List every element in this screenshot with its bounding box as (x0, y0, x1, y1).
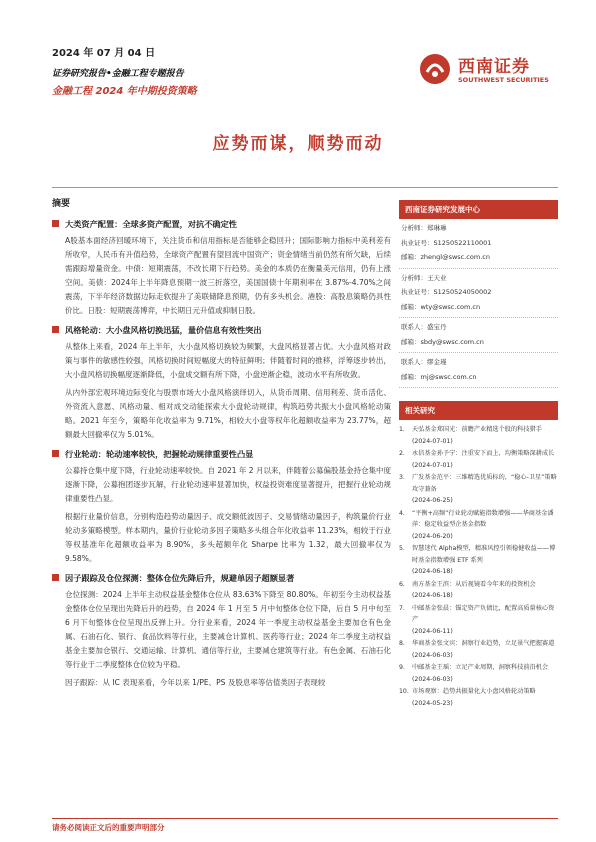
page-title: 应势而谋，顺势而动 (212, 134, 384, 154)
footer-divider (52, 818, 558, 819)
analyst-info-line: 执业证号：S1250524050002 (401, 288, 492, 296)
related-research-item[interactable] (399, 472, 558, 507)
square-bullet-icon (52, 450, 59, 457)
related-item-title: 天弘基金郑国光：前瞻产业精选个股的科技猎手 (412, 426, 542, 433)
related-item-date: (2024-06-03) (412, 675, 453, 683)
related-item-number: 4. (399, 509, 405, 517)
section-heading (52, 218, 391, 230)
related-research-item[interactable] (399, 638, 558, 661)
research-center-header: 西南证券研究发展中心 (399, 200, 558, 219)
section-heading (52, 448, 391, 460)
analyst-info-line: 分析师：郑琳琳 (401, 224, 447, 232)
square-bullet-icon (52, 574, 59, 581)
related-item-title: 南方基金王滨：从后视镜看今年来的投资机会 (412, 580, 536, 588)
section-heading (52, 572, 391, 584)
related-item-date: (2024-06-03) (412, 651, 453, 659)
analyst-list (399, 219, 558, 388)
related-item-number: 8. (399, 640, 405, 647)
related-research-item[interactable] (399, 424, 558, 447)
analyst-info-line: 邮箱：wty@swsc.com.cn (401, 302, 481, 311)
logo-name-en: SOUTHWEST SECURITIES (458, 76, 549, 84)
report-series: 证券研究报告•金融工程专题报告 (52, 69, 184, 79)
related-item-number: 6. (399, 580, 405, 588)
related-item-number: 1. (399, 426, 405, 433)
related-item-body (412, 424, 558, 447)
abstract-section (52, 572, 391, 690)
section-paragraph: 仓位探测：2024 上半年主动权益基金整体仓位从 83.63%下降至 80.80%。年初至今主动权益基金整体仓位呈现出先降后升的趋势，自 2024 年 1 月至 5 月中旬整体仓位下降，后自 5 月中旬至 6 月下旬整体仓位呈现出反弹上升。分行业来看，2024 年一季度主动权益基金主要加仓有色金属、石油石化、银行、食品饮料等行业，主要减仓计算机、医药等行业；2024 年二季度主动权益基金主要加仓银行、交通运输、计算机、通信等行业，主要减仓建筑等行业。有色金属、石油石化等行业于二季度整体仓位较为平稳。 (65, 590, 391, 669)
square-bullet-icon (52, 220, 59, 227)
report-subseries: 金融工程 2024 年中期投资策略 (52, 86, 197, 97)
related-item-title: 永信基金孙予宁：注重安下而上，均衡策略深耕成长 (412, 450, 555, 457)
related-item-title: 智慧迷代 Alpha模型，精准风控引领稳健收益——博时基金指数增强 ETF 系列 (412, 545, 556, 564)
related-item-number: 5. (399, 545, 405, 552)
analyst-card (399, 219, 558, 269)
analyst-info-line: 分析师：王天业 (401, 273, 447, 282)
related-item-title: 华商基金张文宾：洞察行业趋势，立足景气把握赛道 (412, 640, 555, 647)
section-paragraph: 从内外部宏观环境边际变化与股票市场大小盘风格演绎切入，从货币周期、信用利差、货币活化、外资流入意愿、风格动量、相对成交动能探索大小盘轮动规律，构筑趋势共振大小盘风格轮动策略。2021 年至今，策略年化收益率为 9.71%，相较大小盘等权年化超额收益率为 23.77%，超额最大回撤率仅为 5.01%。 (65, 388, 391, 439)
related-item-body (412, 686, 558, 709)
abstract-section (52, 448, 391, 566)
divider (52, 187, 558, 188)
related-item-date: (2024-06-18) (412, 568, 453, 575)
related-research-item[interactable] (399, 543, 558, 578)
abstract-section (52, 324, 391, 442)
related-item-title: 中邮基金王瑶：立足产业周期，洞察科技前沿机会 (412, 664, 549, 671)
related-item-date: (2024-07-01) (412, 461, 453, 469)
abstract-label: 摘要 (52, 199, 71, 209)
square-bullet-icon (52, 326, 59, 333)
related-item-date: (2024-06-18) (412, 592, 453, 599)
related-item-title: 中邮基金张晨：锚定资产负债比，配置高质量核心资产 (412, 604, 555, 623)
related-item-body (412, 579, 558, 602)
related-item-number: 7. (399, 604, 405, 612)
analyst-info-line: 联系人：盛宝丹 (401, 323, 447, 331)
analyst-info-line: 邮箱：mj@swsc.com.cn (401, 372, 477, 381)
related-research-item[interactable] (399, 508, 558, 543)
analyst-info-line: 邮箱：zhengl@swsc.com.cn (401, 253, 490, 261)
analyst-info-line: 邮箱：sbdy@swsc.com.cn (401, 337, 484, 346)
abstract-body (52, 212, 391, 690)
related-research-item[interactable] (399, 579, 558, 602)
related-item-date: (2024-06-20) (412, 532, 453, 540)
related-item-date: (2024-07-01) (412, 437, 453, 445)
section-paragraph: 从整体上来看，2024 年上半年，大小盘风格切换较为频繁，大盘风格显著占优。大小盘风格对政策与事件的敏感性较强，风格切换时间短幅度大的特征鲜明；伴随着时间的推移，浮筹逐步转出，大小盘风格切换幅度逐渐降低，小盘成交额有所下降，小盘逆渐企稳，波动水平有所收敛。 (65, 342, 391, 379)
related-item-body (412, 448, 558, 471)
related-item-body (412, 638, 558, 661)
section-paragraph: 公募持仓集中度下降，行业轮动速率较快。自 2021 年 2 月以来，伴随着公募偏股基金持仓集中度逐渐下降，公募抱团逐步瓦解，行业轮动速率显著加快，权益投资难度显著提升，把握行业轮动规律重要性凸显。 (65, 466, 391, 503)
related-research-item[interactable] (399, 603, 558, 638)
company-logo (418, 48, 558, 94)
related-item-number: 3. (399, 474, 405, 481)
section-heading-text: 因子跟踪及仓位探测：整体仓位先降后升，规避单因子超额显著 (65, 573, 295, 583)
related-research-item[interactable] (399, 448, 558, 471)
section-heading-text: 行业轮动：轮动速率较快，把握轮动规律重要性凸显 (65, 449, 254, 459)
related-item-title: 广发基金范平：三维精选优质标的，“稳心-卫星”策略攻守兼备 (412, 474, 557, 493)
footer-disclaimer: 请务必阅读正文后的重要声明部分 (52, 823, 165, 832)
related-item-body (412, 508, 558, 543)
report-date: 2024 年 07 月 04 日 (52, 48, 156, 59)
related-item-body (412, 662, 558, 685)
section-paragraph: 因子跟踪：从 IC 表现来看，今年以来 1/PE、PS 及股息率等估值类因子表现较 (65, 678, 326, 687)
related-item-body (412, 603, 558, 638)
logo-mark-icon (418, 52, 452, 86)
analyst-info-line: 执业证号：S1250522110001 (401, 238, 492, 247)
related-research-header: 相关研究 (399, 401, 558, 420)
related-item-number: 9. (399, 664, 405, 671)
section-paragraph: A股基本面经济回暖环境下，关注货币和信用指标是否能够企稳回升；国际影响力指标中美利差有所收窄，人民币有升值趋势，全球资产配置有望回流中国资产；资金情绪当前仍然有所欠缺，后续需跟踪增量资金。中债：短期震荡，不改长期下行趋势。美金的本质仍在衡量美元信用，仍有上涨空间。美债：2024年上半年降息预期一波三折落空，美国国债十年期利率在 3.87%-4.70%之间震荡，下半年经济数据边际走软提升了美联储降息预期，仍有多头机会。港股：高股息策略仍具性价比。日股：短期震荡博弈，中长期日元升值或抑制日股。 (65, 236, 391, 315)
analyst-info-line: 联系人：缪金瑾 (401, 358, 447, 366)
analyst-card (399, 269, 558, 319)
section-heading-text: 大类资产配置：全球多资产配置，对抗不确定性 (65, 219, 237, 229)
analyst-card (399, 353, 558, 388)
related-item-body (412, 543, 558, 578)
related-research-item[interactable] (399, 662, 558, 685)
abstract-section (52, 218, 391, 318)
related-item-title: “平衡+高频”行业轮动赋能指数增强——华商基金潘萍：稳定收益型企基金指数 (412, 509, 554, 528)
related-item-number: 10. (399, 688, 409, 695)
section-paragraph: 根据行业量价信息，分别构造趋势动量因子、成交额低波因子、交易情绪动量因子，构筑量价行业轮动多策略模型。样本期内，量价行业轮动多因子策略多头组合年化收益率 11.23%，相较于行业等权基准年化超额收益率为 8.90%，多头超额年化 Sharpe 比率为 1.32，最大回撤率仅为 9.58%。 (65, 512, 391, 563)
related-item-body (412, 472, 558, 507)
related-item-date: (2024-05-23) (412, 699, 453, 707)
related-research-item[interactable] (399, 686, 558, 709)
related-research-list (399, 424, 558, 709)
related-item-title: 市场观察：趋势共振量化大小盘风格轮动策略 (412, 688, 536, 695)
related-item-number: 2. (399, 450, 405, 457)
analyst-card (399, 318, 558, 353)
sidebar (399, 200, 558, 710)
section-heading-text: 风格轮动：大小盘风格切换迅猛，量价信息有效性突出 (65, 325, 262, 335)
section-heading (52, 324, 391, 336)
related-item-date: (2024-06-11) (412, 627, 453, 635)
related-item-date: (2024-06-25) (412, 497, 453, 504)
logo-name-cn: 西南证券 (458, 57, 530, 77)
